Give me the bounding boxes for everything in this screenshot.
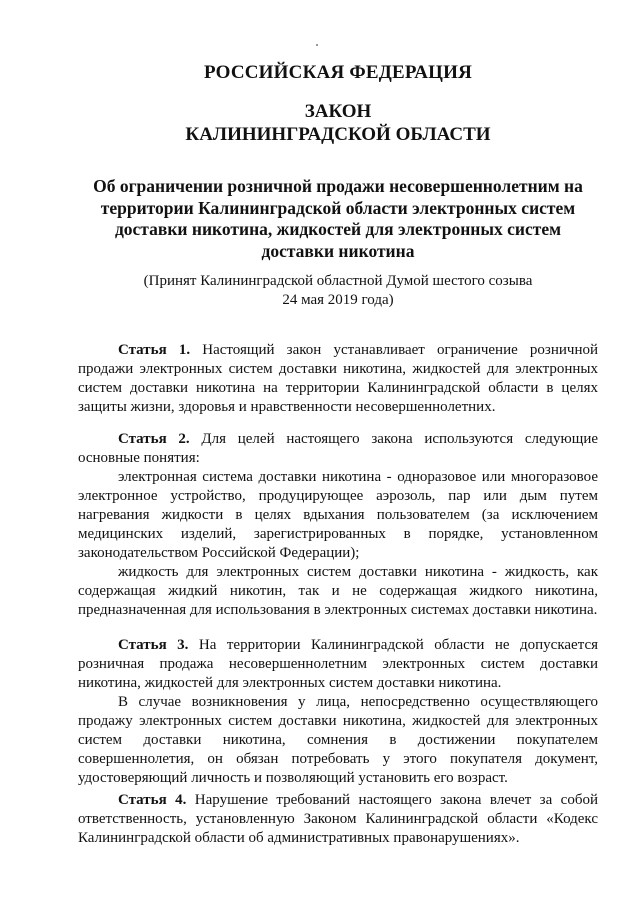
article-3-label: Статья 3.: [118, 637, 189, 653]
adoption-line-1: (Принят Калининградской областной Думой шестого созыва: [143, 273, 533, 289]
article-4-label: Статья 4.: [118, 792, 187, 808]
region-label: КАЛИНИНГРАДСКОЙ ОБЛАСТИ: [185, 124, 491, 145]
article-4-paragraph-1: [78, 791, 598, 848]
article-3-paragraph-1: [78, 636, 598, 693]
article-2-paragraph-3: жидкость для электронных систем доставки никотина - жидкость, как содержащая жидкий никотин, так и не содержащая жидкого никотина, предназначенная для использования в электронных системах доставки никотина.: [78, 564, 598, 618]
article-1-paragraph-1: [78, 341, 598, 417]
article-4-text: Нарушение требований настоящего закона влечет за собой ответственность, установленную Законом Калининградской области «Кодекс Калининградской области об административных правонарушениях».: [78, 792, 598, 846]
scan-speck: [316, 44, 318, 46]
article-3-text-1: На территории Калининградской области не допускается розничная продажа несовершеннолетним электронных систем доставки никотина, жидкостей для электронных систем доставки никотина.: [78, 637, 599, 691]
article-1-label: Статья 1.: [118, 342, 191, 358]
article-1: [78, 341, 598, 417]
adoption-line-2: 24 мая 2019 года): [282, 292, 394, 308]
law-heading: [78, 100, 598, 146]
article-4: [78, 791, 598, 848]
article-1-text: Настоящий закон устанавливает ограничение розничной продажи электронных систем доставки никотина, жидкостей для электронных систем доставки никотина на территории Калининградской области в целях защиты жизни, здоровья и нравственности несовершеннолетних.: [78, 342, 599, 415]
article-2-paragraph-2: электронная система доставки никотина - одноразовое или многоразовое электронное устройство, продуцирующее аэрозоль, пар или дым путем нагревания жидкости в целях вдыхания пользователем (за исключением медицинских изделий, зарегистрированных в порядке, установленном законодательством Российской Федерации);: [78, 469, 598, 561]
document-page: [78, 0, 598, 905]
law-title: Об ограничении розничной продажи несовершеннолетним на территории Калининградской области электронных систем доставки никотина, жидкостей для электронных систем доставки никотина: [93, 176, 583, 261]
article-2-label: Статья 2.: [118, 431, 190, 447]
article-3: [78, 636, 598, 788]
adoption-note: [78, 272, 598, 310]
article-2-paragraph-1: [78, 430, 598, 468]
article-2: [78, 430, 598, 620]
article-3-paragraph-2: В случае возникновения у лица, непосредственно осуществляющего продажу электронных систем доставки никотина, жидкостей для электронных систем доставки никотина, сомнения в достижении покупателем совершеннолетия, он обязан потребовать у этого покупателя документ, удостоверяющий личность и позволяющий установить его возраст.: [78, 694, 598, 786]
federation-heading: РОССИЙСКАЯ ФЕДЕРАЦИЯ: [203, 62, 473, 83]
article-2-text-1: Для целей настоящего закона используются следующие основные понятия:: [78, 431, 598, 466]
law-label: ЗАКОН: [304, 101, 372, 122]
